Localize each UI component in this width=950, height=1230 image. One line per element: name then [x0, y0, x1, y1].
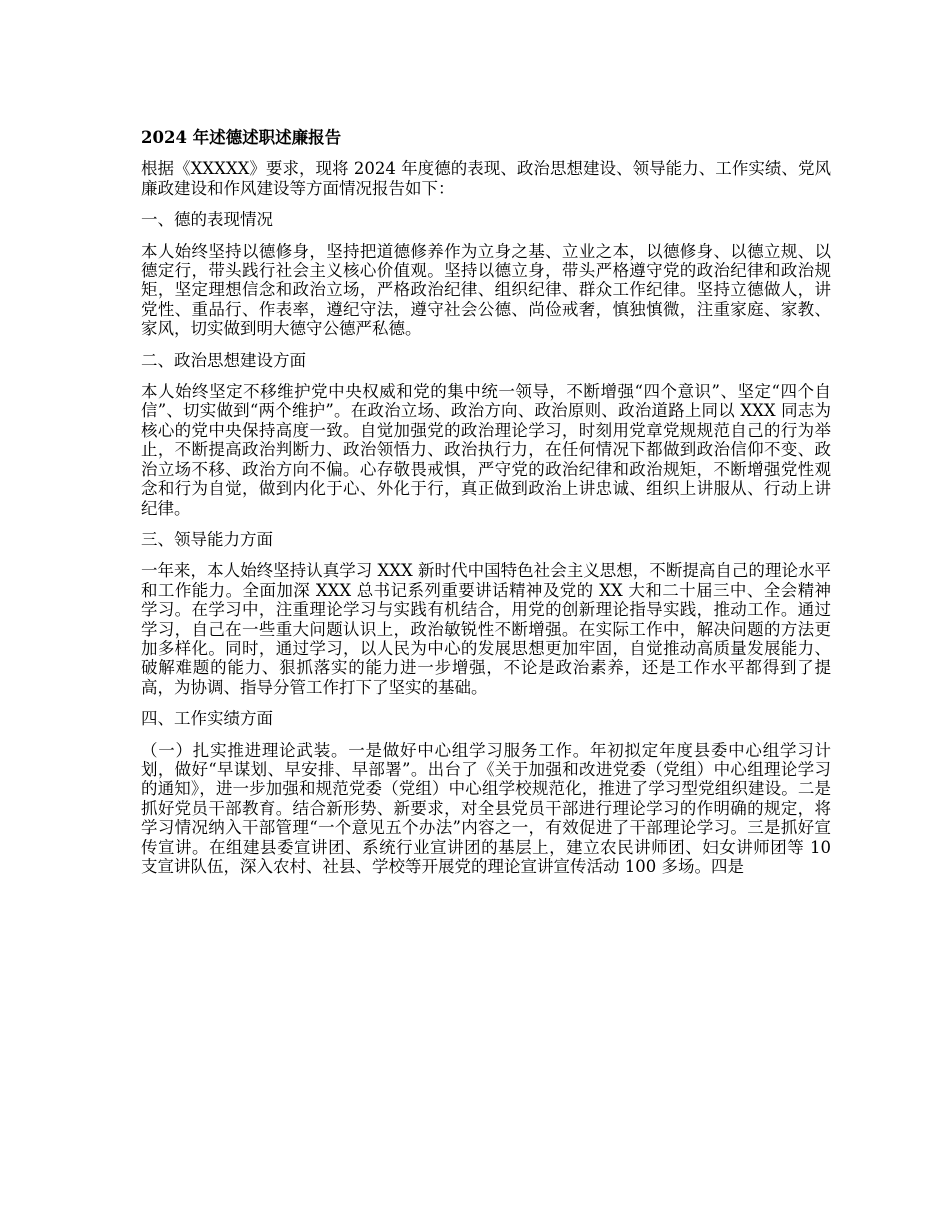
section-body-4: （一）扎实推进理论武装。一是做好中心组学习服务工作。年初拟定年度县委中心组学习计划，做好“早谋划、早安排、早部署”。出台了《关于加强和改进党委（党组）中心组理论学习的通知》，进一步加强和规范党委（党组）中心组学校规范化，推进了学习型党组织建设。二是抓好党员干部教育。结合新形势、新要求，对全县党员干部进行理论学习的作明确的规定，将学习情况纳入干部管理“一个意见五个办法”内容之一，有效促进了干部理论学习。三是抓好宣传宣讲。在组建县委宣讲团、系统行业宣讲团的基层上，建立农民讲师团、妇女讲师团等 10 支宣讲队伍，深入农村、社县、学校等开展党的理论宣讲宣传活动 100 多场。四是: [141, 740, 831, 876]
document-page: [141, 128, 831, 888]
section-body-2: 本人始终坚定不移维护党中央权威和党的集中统一领导，不断增强“四个意识”、坚定“四个自信”、切实做到“两个维护”。在政治立场、政治方向、政治原则、政治道路上同以 XXX 同志为核心的党中央保持高度一致。自觉加强党的政治理论学习，时刻用党章党规规范自己的行为举止，不断提高政治判断力、政治领悟力、政治执行力，在任何情况下都做到政治信仰不变、政治立场不移、政治方向不偏。心存敬畏戒惧，严守党的政治纪律和政治规矩，不断增强党性观念和行为自觉，做到内化于心、外化于行，真正做到政治上讲忠诚、组织上讲服从、行动上讲纪律。: [141, 382, 831, 518]
section-body-3: 一年来，本人始终坚持认真学习 XXX 新时代中国特色社会主义思想，不断提高自己的理论水平和工作能力。全面加深 XXX 总书记系列重要讲话精神及党的 XX 大和二十届三中、全会精神学习。在学习中，注重理论学习与实践有机结合，用党的创新理论指导实践，推动工作。通过学习，自己在一些重大问题认识上，政治敏锐性不断增强。在实际工作中，解决问题的方法更加多样化。同时，通过学习，以人民为中心的发展思想更加牢固，自觉推动高质量发展能力、破解难题的能力、狠抓落实的能力进一步增强，不论是政治素养，还是工作水平都得到了提高，为协调、指导分管工作打下了坚实的基础。: [141, 561, 831, 697]
intro-paragraph: 根据《XXXXX》要求，现将 2024 年度德的表现、政治思想建设、领导能力、工作实绩、党风廉政建设和作风建设等方面情况报告如下：: [141, 159, 831, 198]
section-heading-3: 三、领导能力方面: [141, 529, 273, 549]
section-heading-1: 一、德的表现情况: [141, 210, 273, 230]
section-heading-2: 二、政治思想建设方面: [141, 350, 306, 370]
document-title: 2024 年述德述职述廉报告: [141, 128, 342, 147]
section-body-1: 本人始终坚持以德修身，坚持把道德修养作为立身之基、立业之本，以德修身、以德立规、以德定行，带头践行社会主义核心价值观。坚持以德立身，带头严格遵守党的政治纪律和政治规矩，坚定理想信念和政治立场，严格政治纪律、组织纪律、群众工作纪律。坚持立德做人，讲党性、重品行、作表率，遵纪守法，遵守社会公德、尚俭戒奢，慎独慎微，注重家庭、家教、家风，切实做到明大德守公德严私德。: [141, 241, 831, 339]
section-heading-4: 四、工作实绩方面: [141, 709, 273, 729]
